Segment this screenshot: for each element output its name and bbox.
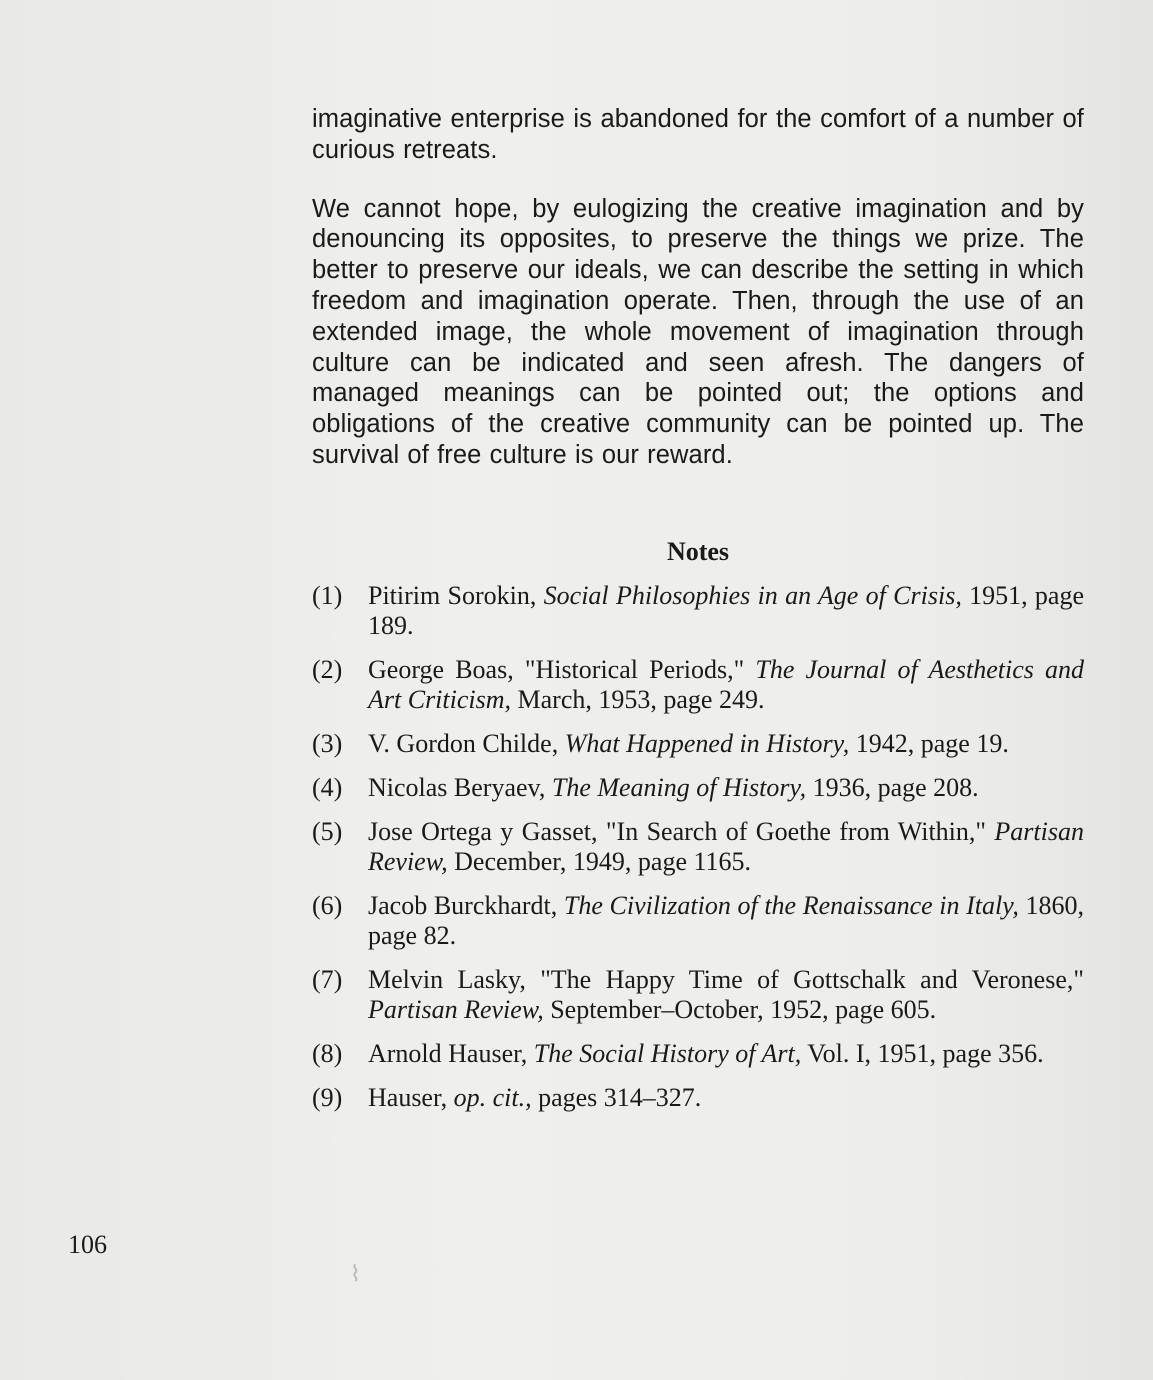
note-item — [312, 1083, 1084, 1113]
note-pre: Pitirim Sorokin, — [368, 580, 544, 610]
note-number: (7) — [312, 964, 343, 994]
note-item — [312, 773, 1084, 803]
note-number: (5) — [312, 816, 343, 846]
note-title: The Meaning of History, — [551, 772, 807, 802]
note-text — [368, 655, 1084, 714]
note-post: 1942, page 19. — [849, 728, 1009, 758]
note-item — [312, 817, 1084, 877]
body-paragraph-2: We cannot hope, by eulogizing the creative imagination and by denouncing its opposites, to preserve the things we prize. The better to preserve our ideals, we can describe the setting in which freedom and imagination operate. Then, through the use of an extended image, the whole movement of imagination through culture can be indicated and seen afresh. The dangers of managed meanings can be pointed out; the options and obligations of the creative community can be pointed up. The survival of free culture is our reward. — [312, 194, 1084, 469]
note-post: Vol. I, 1951, page 356. — [801, 1038, 1044, 1068]
note-title: Partisan Review, — [368, 994, 544, 1024]
note-pre: V. Gordon Childe, — [368, 728, 565, 758]
note-title: The Social History of Art, — [533, 1038, 802, 1068]
note-text — [368, 965, 1084, 1024]
text-column — [312, 104, 1084, 1127]
note-text — [368, 817, 1084, 876]
note-item — [312, 655, 1084, 715]
note-item — [312, 891, 1084, 951]
note-title: The Journal of Aesthetics and Art Criticism, — [368, 654, 1084, 714]
note-number: (9) — [312, 1082, 343, 1112]
note-pre: Melvin Lasky, "The Happy Time of Gottschalk and Veronese," — [368, 964, 1084, 994]
note-post: December, 1949, page 1165. — [447, 846, 752, 876]
note-number: (8) — [312, 1038, 343, 1068]
note-pre: Hauser, — [368, 1082, 454, 1112]
note-post: September–October, 1952, page 605. — [543, 994, 937, 1024]
note-pre: Jacob Burckhardt, — [368, 890, 564, 920]
note-number: (1) — [312, 580, 343, 610]
note-title: What Happened in History, — [564, 728, 850, 758]
note-number: (3) — [312, 728, 343, 758]
note-post: 1936, page 208. — [806, 772, 979, 802]
body-paragraph-1: imaginative enterprise is abandoned for the comfort of a number of curious retreats. — [312, 105, 1084, 164]
note-item — [312, 581, 1084, 641]
note-post: pages 314–327. — [531, 1082, 702, 1112]
note-text — [368, 773, 979, 802]
note-title: The Civilization of the Renaissance in Italy, — [563, 890, 1019, 920]
note-item — [312, 965, 1084, 1025]
note-text — [368, 1039, 1044, 1068]
note-title: Social Philosophies in an Age of Crisis, — [543, 580, 962, 610]
stray-pencil-mark: ⌇ — [350, 1262, 361, 1287]
note-text — [368, 581, 1084, 640]
note-text — [368, 1083, 701, 1112]
note-item — [312, 729, 1084, 759]
note-number: (2) — [312, 654, 343, 684]
note-post: 1860, page 82. — [368, 890, 1084, 950]
note-post: March, 1953, page 249. — [511, 684, 765, 714]
notes-heading: Notes — [666, 536, 730, 566]
note-pre: George Boas, "Historical Periods," — [368, 654, 756, 684]
note-title: op. cit., — [453, 1082, 532, 1112]
note-text — [368, 891, 1084, 950]
note-pre: Arnold Hauser, — [368, 1038, 534, 1068]
note-number: (4) — [312, 772, 343, 802]
note-post: 1951, page 189. — [368, 580, 1084, 640]
notes-list — [312, 581, 1084, 1113]
note-title: Partisan Review, — [368, 816, 1084, 876]
note-pre: Jose Ortega y Gasset, "In Search of Goethe from Within," — [368, 816, 995, 846]
note-text — [368, 729, 1009, 758]
note-item — [312, 1039, 1084, 1069]
page-number: 106 — [68, 1230, 107, 1259]
note-pre: Nicolas Beryaev, — [368, 772, 552, 802]
note-number: (6) — [312, 890, 343, 920]
